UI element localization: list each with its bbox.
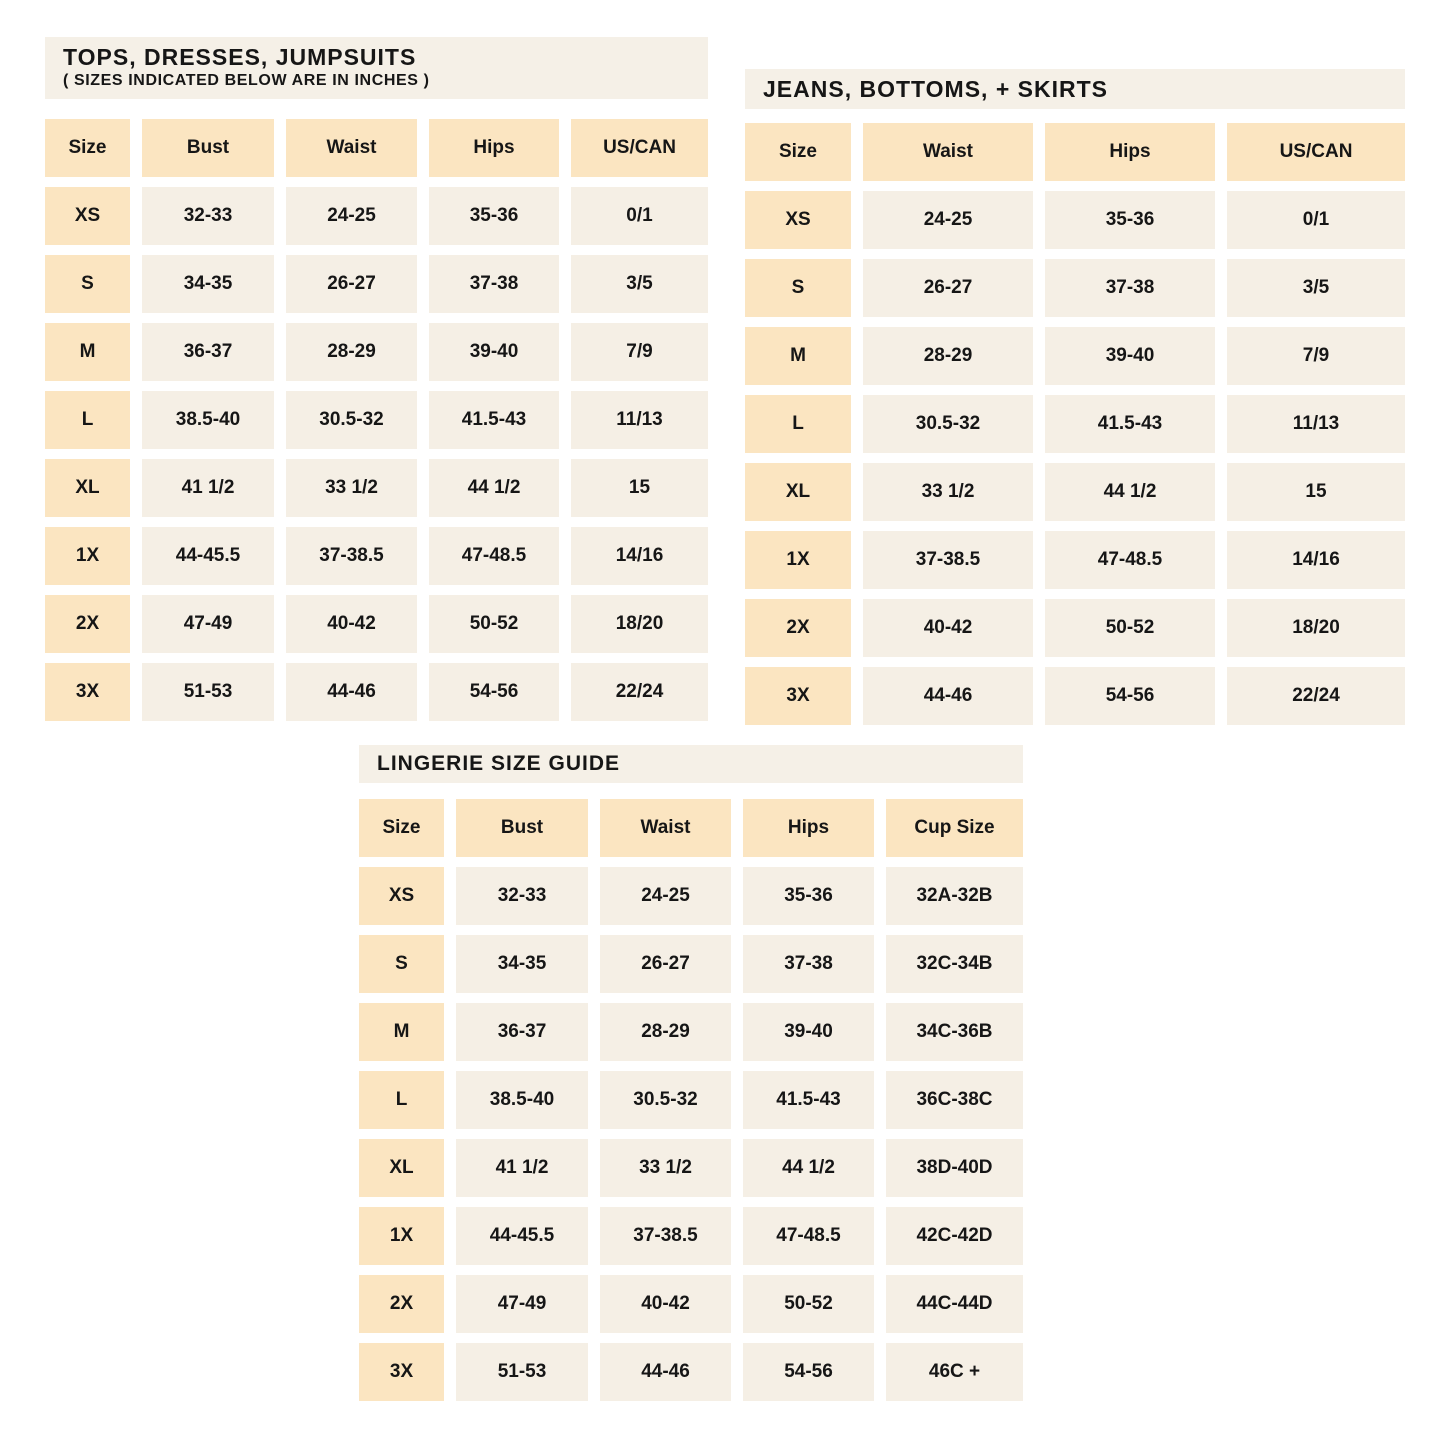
measurement-cell: 54-56: [743, 1343, 874, 1401]
measurement-cell: 38.5-40: [142, 391, 274, 449]
jeans-table-grid: [745, 123, 1405, 725]
measurement-cell: 33 1/2: [863, 463, 1033, 521]
size-label-cell: XL: [359, 1139, 444, 1197]
measurement-cell: 50-52: [743, 1275, 874, 1333]
measurement-cell: 37-38: [743, 935, 874, 993]
column-header-hips: Hips: [429, 119, 559, 177]
size-label-cell: M: [45, 323, 130, 381]
measurement-cell: 0/1: [571, 187, 708, 245]
table-subtitle: ( SIZES INDICATED BELOW ARE IN INCHES ): [63, 71, 430, 89]
measurement-cell: 50-52: [429, 595, 559, 653]
measurement-cell: 34-35: [456, 935, 588, 993]
measurement-cell: 30.5-32: [286, 391, 417, 449]
measurement-cell: 39-40: [743, 1003, 874, 1061]
lingerie-size-guide-table: [359, 745, 1023, 1401]
measurement-cell: 15: [1227, 463, 1405, 521]
column-header-us-can: US/CAN: [1227, 123, 1405, 181]
tops-table-banner: [45, 37, 708, 99]
table-title: LINGERIE SIZE GUIDE: [377, 751, 621, 775]
column-header-bust: Bust: [142, 119, 274, 177]
size-label-cell: XS: [45, 187, 130, 245]
size-label-cell: L: [45, 391, 130, 449]
measurement-cell: 37-38: [429, 255, 559, 313]
measurement-cell: 26-27: [286, 255, 417, 313]
size-label-cell: 2X: [745, 599, 851, 657]
column-header-size: Size: [359, 799, 444, 857]
measurement-cell: 44-45.5: [142, 527, 274, 585]
size-label-cell: 2X: [45, 595, 130, 653]
column-header-hips: Hips: [743, 799, 874, 857]
measurement-cell: 22/24: [571, 663, 708, 721]
measurement-cell: 46C +: [886, 1343, 1023, 1401]
size-label-cell: 1X: [359, 1207, 444, 1265]
jeans-table-banner: [745, 69, 1405, 109]
tops-dresses-jumpsuits-table: [45, 37, 708, 721]
column-header-size: Size: [745, 123, 851, 181]
measurement-cell: 35-36: [743, 867, 874, 925]
measurement-cell: 28-29: [600, 1003, 731, 1061]
measurement-cell: 37-38.5: [600, 1207, 731, 1265]
size-label-cell: M: [359, 1003, 444, 1061]
column-header-size: Size: [45, 119, 130, 177]
measurement-cell: 32A-32B: [886, 867, 1023, 925]
measurement-cell: 44-46: [600, 1343, 731, 1401]
lingerie-table-grid: [359, 799, 1023, 1401]
column-header-us-can: US/CAN: [571, 119, 708, 177]
measurement-cell: 14/16: [1227, 531, 1405, 589]
measurement-cell: 7/9: [1227, 327, 1405, 385]
measurement-cell: 36-37: [456, 1003, 588, 1061]
size-label-cell: S: [745, 259, 851, 317]
measurement-cell: 40-42: [600, 1275, 731, 1333]
measurement-cell: 36C-38C: [886, 1071, 1023, 1129]
size-label-cell: 1X: [45, 527, 130, 585]
measurement-cell: 44-46: [863, 667, 1033, 725]
jeans-bottoms-skirts-table: [745, 69, 1405, 725]
measurement-cell: 26-27: [863, 259, 1033, 317]
measurement-cell: 44 1/2: [743, 1139, 874, 1197]
measurement-cell: 47-49: [456, 1275, 588, 1333]
measurement-cell: 37-38.5: [286, 527, 417, 585]
measurement-cell: 39-40: [1045, 327, 1215, 385]
measurement-cell: 3/5: [571, 255, 708, 313]
column-header-waist: Waist: [600, 799, 731, 857]
measurement-cell: 54-56: [429, 663, 559, 721]
lingerie-table-banner: [359, 745, 1023, 783]
measurement-cell: 38D-40D: [886, 1139, 1023, 1197]
measurement-cell: 41.5-43: [429, 391, 559, 449]
measurement-cell: 41 1/2: [456, 1139, 588, 1197]
measurement-cell: 32C-34B: [886, 935, 1023, 993]
measurement-cell: 41.5-43: [743, 1071, 874, 1129]
measurement-cell: 28-29: [286, 323, 417, 381]
measurement-cell: 36-37: [142, 323, 274, 381]
size-label-cell: 2X: [359, 1275, 444, 1333]
table-title: TOPS, DRESSES, JUMPSUITS: [63, 44, 417, 71]
column-header-cup-size: Cup Size: [886, 799, 1023, 857]
tops-table-grid: [45, 119, 708, 721]
measurement-cell: 34-35: [142, 255, 274, 313]
measurement-cell: 44 1/2: [429, 459, 559, 517]
measurement-cell: 44 1/2: [1045, 463, 1215, 521]
measurement-cell: 26-27: [600, 935, 731, 993]
measurement-cell: 51-53: [456, 1343, 588, 1401]
measurement-cell: 33 1/2: [600, 1139, 731, 1197]
size-label-cell: L: [359, 1071, 444, 1129]
measurement-cell: 24-25: [863, 191, 1033, 249]
measurement-cell: 42C-42D: [886, 1207, 1023, 1265]
size-label-cell: L: [745, 395, 851, 453]
measurement-cell: 28-29: [863, 327, 1033, 385]
measurement-cell: 35-36: [429, 187, 559, 245]
measurement-cell: 50-52: [1045, 599, 1215, 657]
measurement-cell: 41.5-43: [1045, 395, 1215, 453]
measurement-cell: 24-25: [286, 187, 417, 245]
measurement-cell: 18/20: [1227, 599, 1405, 657]
measurement-cell: 37-38: [1045, 259, 1215, 317]
size-label-cell: XS: [745, 191, 851, 249]
measurement-cell: 37-38.5: [863, 531, 1033, 589]
measurement-cell: 22/24: [1227, 667, 1405, 725]
measurement-cell: 39-40: [429, 323, 559, 381]
column-header-hips: Hips: [1045, 123, 1215, 181]
size-label-cell: 3X: [745, 667, 851, 725]
measurement-cell: 0/1: [1227, 191, 1405, 249]
size-label-cell: M: [745, 327, 851, 385]
measurement-cell: 18/20: [571, 595, 708, 653]
size-label-cell: 3X: [45, 663, 130, 721]
measurement-cell: 32-33: [456, 867, 588, 925]
size-label-cell: XS: [359, 867, 444, 925]
size-label-cell: S: [359, 935, 444, 993]
measurement-cell: 24-25: [600, 867, 731, 925]
measurement-cell: 14/16: [571, 527, 708, 585]
measurement-cell: 33 1/2: [286, 459, 417, 517]
measurement-cell: 32-33: [142, 187, 274, 245]
measurement-cell: 40-42: [286, 595, 417, 653]
measurement-cell: 35-36: [1045, 191, 1215, 249]
size-label-cell: 3X: [359, 1343, 444, 1401]
measurement-cell: 41 1/2: [142, 459, 274, 517]
size-label-cell: XL: [45, 459, 130, 517]
measurement-cell: 34C-36B: [886, 1003, 1023, 1061]
measurement-cell: 40-42: [863, 599, 1033, 657]
measurement-cell: 30.5-32: [863, 395, 1033, 453]
measurement-cell: 30.5-32: [600, 1071, 731, 1129]
measurement-cell: 47-48.5: [1045, 531, 1215, 589]
measurement-cell: 47-48.5: [429, 527, 559, 585]
measurement-cell: 47-49: [142, 595, 274, 653]
column-header-waist: Waist: [286, 119, 417, 177]
size-label-cell: 1X: [745, 531, 851, 589]
measurement-cell: 47-48.5: [743, 1207, 874, 1265]
size-label-cell: XL: [745, 463, 851, 521]
column-header-waist: Waist: [863, 123, 1033, 181]
measurement-cell: 11/13: [1227, 395, 1405, 453]
measurement-cell: 15: [571, 459, 708, 517]
measurement-cell: 54-56: [1045, 667, 1215, 725]
measurement-cell: 38.5-40: [456, 1071, 588, 1129]
measurement-cell: 44-46: [286, 663, 417, 721]
measurement-cell: 51-53: [142, 663, 274, 721]
measurement-cell: 7/9: [571, 323, 708, 381]
measurement-cell: 3/5: [1227, 259, 1405, 317]
column-header-bust: Bust: [456, 799, 588, 857]
measurement-cell: 44C-44D: [886, 1275, 1023, 1333]
size-label-cell: S: [45, 255, 130, 313]
measurement-cell: 11/13: [571, 391, 708, 449]
table-title: JEANS, BOTTOMS, + SKIRTS: [763, 75, 1108, 102]
measurement-cell: 44-45.5: [456, 1207, 588, 1265]
